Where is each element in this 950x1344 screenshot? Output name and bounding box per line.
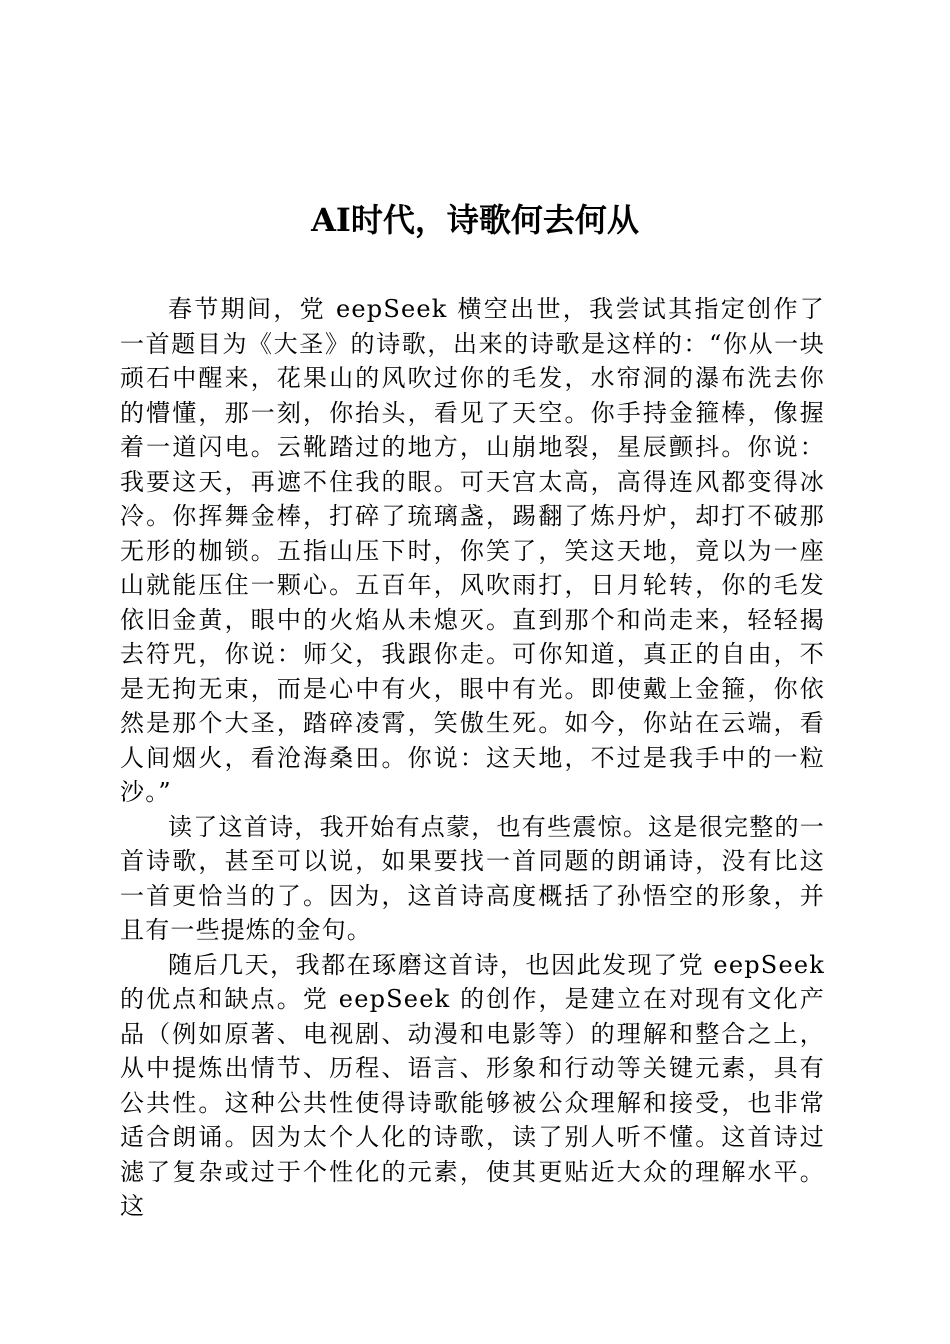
paragraph: 春节期间，党 eepSeek 横空出世，我尝试其指定创作了一首题目为《大圣》的诗歌，出来的诗歌是这样的：“你从一块顽石中醒来，花果山的风吹过你的毛发，水帘洞的瀑布洗去你的懵懂，那一刻，你抬头，看见了天空。你手持金箍棒，像握着一道闪电。云靴踏过的地方，山崩地裂，星辰颤抖。你说：我要这天，再遮不住我的眼。可天宫太高，高得连风都变得冰冷。你挥舞金棒，打碎了琉璃盏，踢翻了炼丹炉，却打不破那无形的枷锁。五指山压下时，你笑了，笑这天地，竟以为一座山就能压住一颗心。五百年，风吹雨打，日月轮转，你的毛发依旧金黄，眼中的火焰从未熄灭。直到那个和尚走来，轻轻揭去符咒，你说：师父，我跟你走。可你知道，真正的自由，不是无拘无束，而是心中有火，眼中有光。即使戴上金箍，你依然是那个大圣，踏碎凌霄，笑傲生死。如今，你站在云端，看人间烟火，看沧海桑田。你说：这天地，不过是我手中的一粒沙。” xyxy=(120,295,825,806)
article-body xyxy=(120,292,825,1224)
paragraph: 读了这首诗，我开始有点蒙，也有些震惊。这是很完整的一首诗歌，甚至可以说，如果要找一首同题的朗诵诗，没有比这一首更恰当的了。因为，这首诗高度概括了孙悟空的形象，并且有一些提炼的金句。 xyxy=(120,812,825,944)
paragraph: 随后几天，我都在琢磨这首诗，也因此发现了党 eepSeek 的优点和缺点。党 eepSeek 的创作，是建立在对现有文化产品（例如原著、电视剧、动漫和电影等）的理解和整合之上，从中提炼出情节、历程、语言、形象和行动等关键元素，具有公共性。这种公共性使得诗歌能够被公众理解和接受，也非常适合朗诵。因为太个人化的诗歌，读了别人听不懂。这首诗过滤了复杂或过于个性化的元素，使其更贴近大众的理解水平。这 xyxy=(120,950,825,1220)
article-title: AI时代，诗歌何去何从 xyxy=(311,201,639,239)
